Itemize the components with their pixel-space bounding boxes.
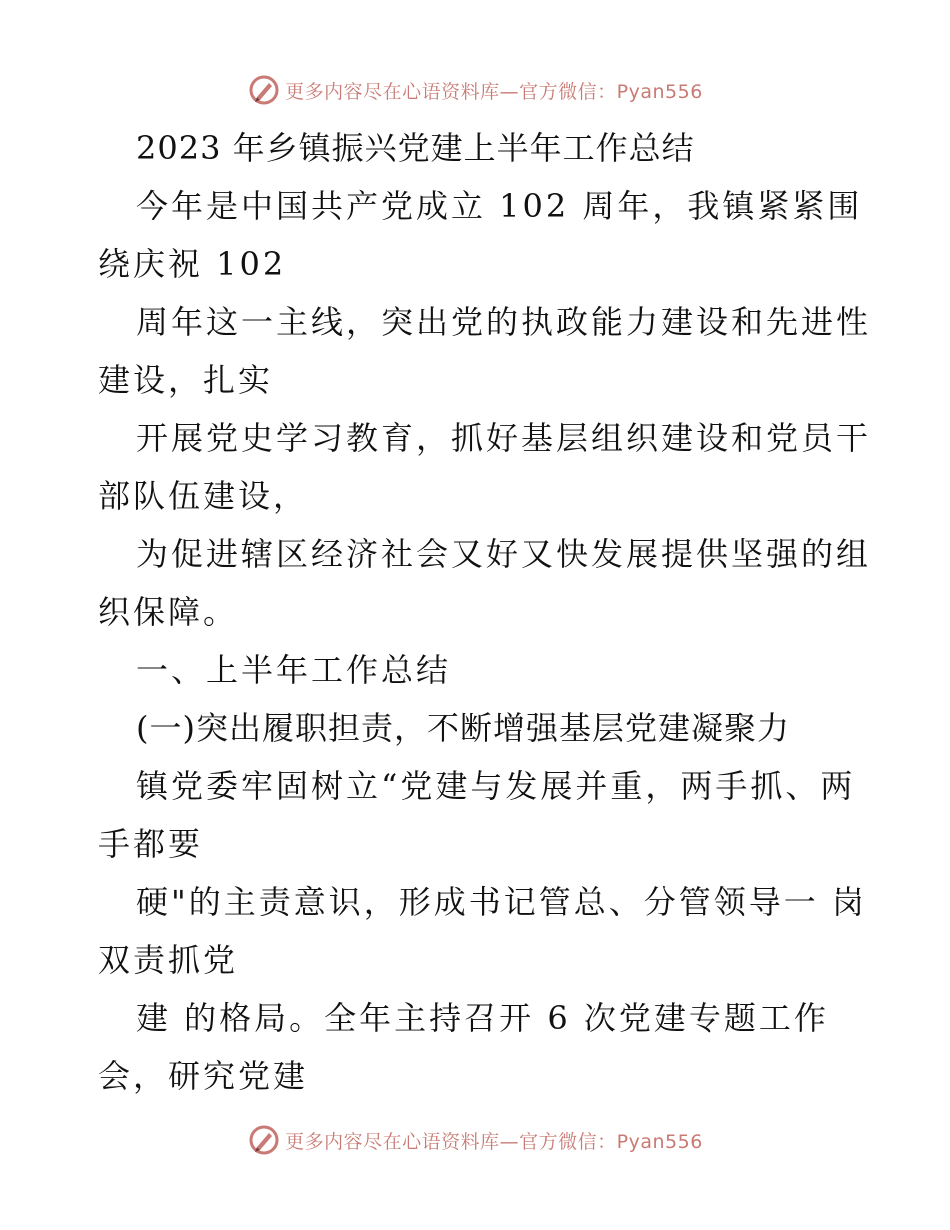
text-line: 手都要 — [98, 825, 204, 863]
text-line: 开展党史学习教育，抓好基层组织建设和党员干 — [136, 419, 872, 457]
text-line: 镇党委牢固树立“党建与发展并重，两手抓、两 — [136, 767, 856, 805]
watermark-header — [0, 70, 950, 110]
subsection-heading: (一)突出履职担责，不断增强基层党建凝聚力 — [136, 709, 790, 747]
text-line: 为促进辖区经济社会又好又快发展提供坚强的组 — [136, 535, 872, 573]
watermark-footer — [0, 1120, 950, 1160]
text-line: 建设，扎实 — [98, 361, 274, 399]
text-line: 绕庆祝 102 — [98, 245, 287, 283]
watermark-text: 更多内容尽在心语资料库—官方微信：Pyan556 — [285, 80, 703, 103]
document-body — [98, 119, 872, 1105]
watermark-text: 更多内容尽在心语资料库—官方微信：Pyan556 — [285, 1130, 703, 1153]
text-line: 织保障。 — [98, 593, 239, 631]
text-line: 建 的格局。全年主持召开 6 次党建专题工作 — [136, 999, 829, 1037]
pen-logo-icon — [247, 1123, 281, 1157]
text-line: 今年是中国共产党成立 102 周年，我镇紧紧围 — [136, 187, 863, 225]
text-line: 周年这一主线，突出党的执政能力建设和先进性 — [136, 303, 872, 341]
pen-logo-icon — [247, 73, 281, 107]
section-heading: 一、上半年工作总结 — [136, 651, 452, 689]
text-line: 部队伍建设， — [98, 477, 309, 515]
text-line: 双责抓党 — [98, 941, 239, 979]
document-title: 2023 年乡镇振兴党建上半年工作总结 — [136, 129, 695, 167]
text-line: 硬"的主责意识，形成书记管总、分管领导一 岗 — [136, 883, 867, 921]
text-line: 会，研究党建 — [98, 1057, 309, 1095]
